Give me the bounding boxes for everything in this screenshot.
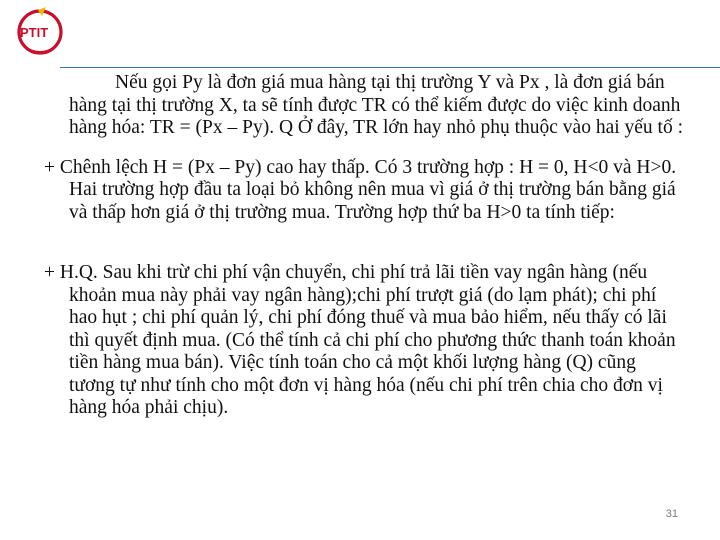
ptit-logo-graphic [16, 4, 72, 60]
ptit-logo [16, 4, 72, 60]
header-divider [60, 67, 720, 68]
slide-number: 31 [665, 508, 678, 520]
logo-text: PTIT [20, 25, 49, 40]
intro-paragraph: Nếu gọi Py là đơn giá mua hàng tại thị trường Y và Px , là đơn giá bán hàng tại thị trường X, ta sẽ tính được TR có thể kiếm được do việc kinh doanh hàng hóa: TR = (Px – Py). Q Ở đây, TR lớn hay nhỏ phụ thuộc vào hai yếu tố : [69, 72, 684, 138]
bullet-cost-analysis: + H.Q. Sau khi trừ chi phí vận chuyển, chi phí trả lãi tiền vay ngân hàng (nếu khoản mua này phải vay ngân hàng);chi phí trượt giá (do lạm phát); chi phí hao hụt ; chi phí quản lý, chi phí đóng thuế và mua bảo hiểm, nếu thấy có lãi thì quyết định mua. (Có thể tính cả chi phí cho phương thức thanh toán khoản tiền hàng mua bán). Việc tính toán cho cả một khối lượng hàng (Q) cũng tương tự như tính cho một đơn vị hàng hóa (nếu chi phí trên chia cho đơn vị hàng hóa phải chịu). [44, 262, 676, 418]
bullet-price-difference: + Chênh lệch H = (Px – Py) cao hay thấp. Có 3 trường hợp : H = 0, H<0 và H>0. Hai trường hợp đầu ta loại bỏ không nên mua vì giá ở thị trường bán bằng giá và thấp hơn giá ở thị trường mua. Trường hợp thứ ba H>0 ta tính tiếp: [44, 156, 677, 223]
slide-body [44, 72, 684, 420]
